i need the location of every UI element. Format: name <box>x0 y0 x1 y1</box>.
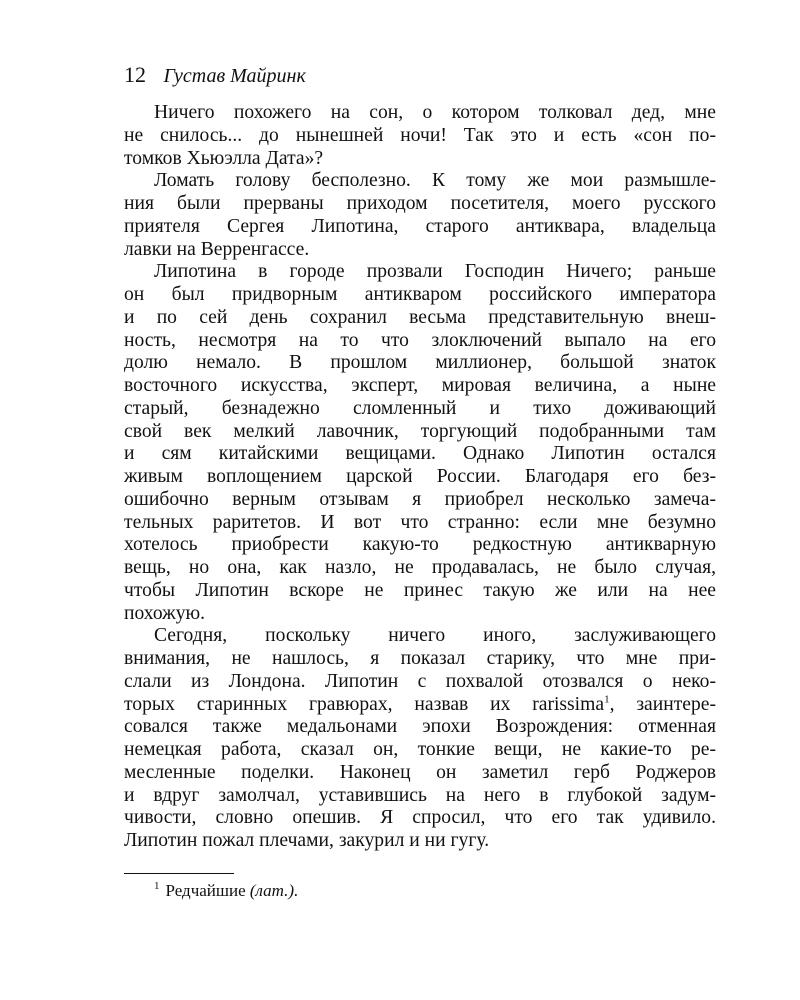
footnote-text: Редчайшие <box>165 881 246 900</box>
text-line: и вдруг замолчал, уставившись на него в глубокой задум- <box>124 784 716 806</box>
text-line: вещь, но она, как назло, не продавалась, не было случая, <box>124 557 716 578</box>
footnote-language-note: (лат.). <box>249 881 299 900</box>
text-line: слали из Лондона. Липотин с похвалой отозвался о неко- <box>124 670 716 692</box>
running-head-author: Густав Майринк <box>163 65 306 87</box>
text-line: чивости, словно опешив. Я спросил, что его так удивило. <box>124 807 716 829</box>
text-line: Липотина в городе прозвали Господин Ничего; раньше <box>154 261 716 283</box>
text-line: ошибочно верным отзывам я приобрел несколько замеча- <box>124 488 716 510</box>
footnote <box>154 880 298 902</box>
text-line-segment: торых старинных гравюрах, назвав их rarissima <box>124 693 605 715</box>
footnote-reference: 1 <box>604 692 610 705</box>
text-line: внимания, не нашлось, я показал старику, что мне при- <box>124 648 716 669</box>
text-line: хотелось приобрести какую-то редкостную антикварную <box>124 534 716 556</box>
text-line: похожую. <box>124 602 206 624</box>
text-line: тельных раритетов. И вот что странно: если мне безумно <box>124 511 716 533</box>
page-number: 12 <box>124 62 146 87</box>
text-line: ность, несмотря на то что злоключений выпало на его <box>124 329 716 351</box>
text-line: чтобы Липотин вскоре не принес такую же или на нее <box>124 579 716 601</box>
text-line: лавки на Верренгассе. <box>124 238 310 260</box>
text-line: восточного искусства, эксперт, мировая величина, а ныне <box>124 375 716 396</box>
text-line: долю немало. В прошлом миллионер, большой знаток <box>124 352 716 374</box>
text-line: Ничего похожего на сон, о котором толковал дед, мне <box>154 102 716 123</box>
text-line: совался также медальонами эпохи Возрождения: отменная <box>124 716 716 738</box>
text-line: и по сей день сохранил весьма представительную внеш- <box>124 306 716 328</box>
text-line: Сегодня, поскольку ничего иного, заслуживающего <box>154 625 716 647</box>
footnote-marker: 1 <box>154 880 160 893</box>
text-line: месленные поделки. Наконец он заметил герб Роджеров <box>124 761 716 783</box>
text-line: и сям китайскими вещицами. Однако Липотин остался <box>124 443 716 465</box>
text-line: свой век мелкий лавочник, торгующий подобранными там <box>124 420 716 442</box>
text-line: ния были прерваны приходом посетителя, моего русского <box>124 193 716 214</box>
text-line: он был придворным антикваром российского императора <box>124 284 716 305</box>
text-line: томков Хьюэлла Дата»? <box>124 147 324 169</box>
running-header <box>124 62 306 89</box>
body-text <box>124 102 716 853</box>
text-line: немецкая работа, сказал он, тонкие вещи, не какие-то ре- <box>124 739 716 760</box>
text-line: приятеля Сергея Липотина, старого антиквара, владельца <box>124 215 716 237</box>
text-line: Ломать голову бесполезно. К тому же мои размышле- <box>154 170 716 192</box>
text-line: старый, безнадежно сломленный и тихо доживающий <box>124 397 716 419</box>
footnote-divider <box>124 873 234 874</box>
text-line: не снилось... до нынешней ночи! Так это и есть «сон по- <box>124 124 716 146</box>
text-line: живым воплощением царской России. Благодаря его без- <box>124 466 716 487</box>
text-line-segment: , заинтере- <box>609 693 717 715</box>
text-line: Липотин пожал плечами, закурил и ни гугу. <box>124 830 490 851</box>
text-line-with-footnote <box>124 694 716 717</box>
